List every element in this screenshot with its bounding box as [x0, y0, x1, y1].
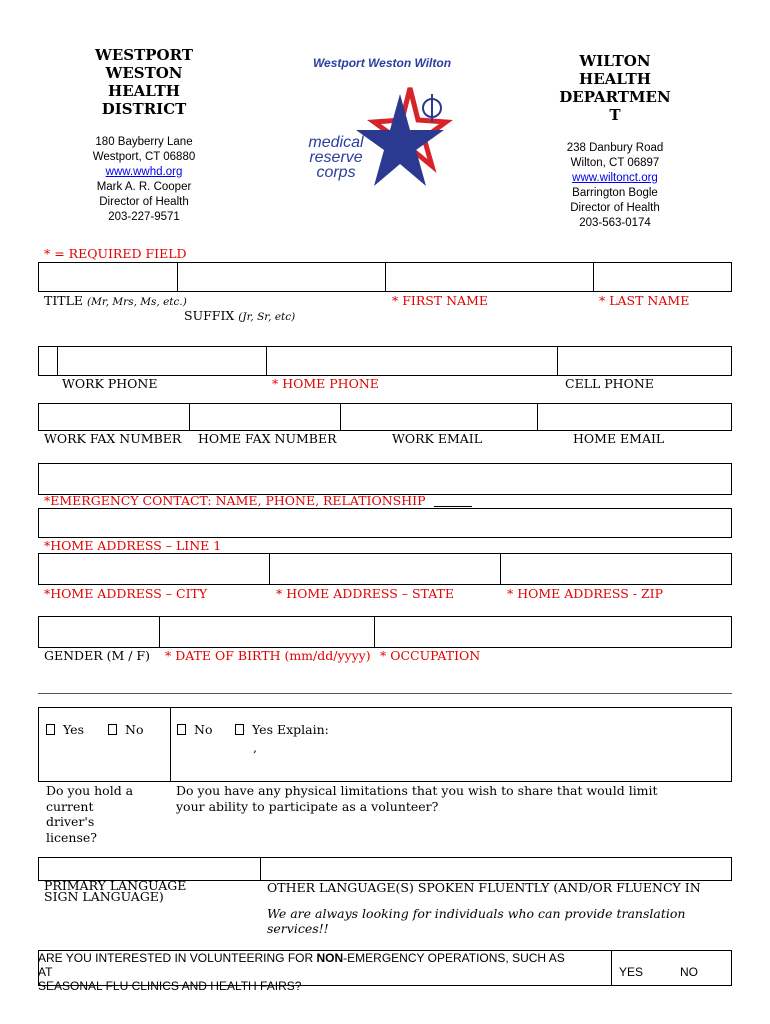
license-yes-checkbox[interactable] [46, 724, 55, 735]
right-address1: 238 Danbury Road [566, 142, 664, 154]
emergency-contact-input[interactable] [38, 463, 732, 495]
left-director-title: Director of Health [99, 196, 189, 208]
gender-label: GENDER (M / F) [44, 648, 150, 663]
home-fax-label: HOME FAX NUMBER [198, 431, 337, 446]
home-address-line1-label: *HOME ADDRESS – LINE 1 [44, 538, 222, 553]
other-languages-label: OTHER LANGUAGE(S) SPOKEN FLUENTLY (AND/OR FLUENCY IN [267, 880, 701, 895]
cell-phone-label: CELL PHONE [565, 376, 654, 391]
limits-yes-checkbox[interactable] [235, 724, 244, 735]
license-no-option[interactable]: No [108, 722, 143, 737]
logo-top-text: Westport Weston Wilton [312, 56, 452, 70]
right-org-info [538, 141, 692, 231]
primary-language-label: PRIMARY LANGUAGE SIGN LANGUAGE) [44, 878, 187, 904]
gender-input[interactable] [39, 617, 158, 647]
primary-language-input[interactable] [39, 858, 259, 880]
work-email-label: WORK EMAIL [392, 431, 483, 446]
left-org-info [60, 135, 228, 225]
first-name-input[interactable] [386, 263, 592, 291]
occupation-label: * OCCUPATION [380, 648, 481, 663]
left-address1: 180 Bayberry Lane [95, 136, 193, 148]
home-email-input[interactable] [538, 404, 731, 430]
left-director: Mark A. R. Cooper [96, 181, 192, 193]
home-email-label: HOME EMAIL [573, 431, 665, 446]
right-phone: 203-563-0174 [579, 217, 651, 229]
work-phone-label: WORK PHONE [62, 376, 158, 391]
license-limitations-box [38, 707, 732, 782]
comma-mark: , [253, 740, 257, 755]
home-fax-input[interactable] [190, 404, 339, 430]
occupation-input[interactable] [375, 617, 731, 647]
left-org-title: WESTPORT WESTON HEALTH DISTRICT [95, 46, 193, 118]
left-website-link[interactable]: www.wwhd.org [105, 166, 183, 178]
home-address-line1-input[interactable] [38, 508, 732, 538]
cell-phone-input[interactable] [558, 347, 731, 375]
license-no-checkbox[interactable] [108, 724, 117, 735]
interest-yes-option[interactable]: YES [619, 965, 644, 979]
work-phone-input[interactable] [58, 347, 265, 375]
limits-no-option[interactable]: No [177, 722, 212, 737]
work-email-input[interactable] [341, 404, 536, 430]
title-input[interactable] [39, 263, 176, 291]
dob-input[interactable] [160, 617, 373, 647]
home-zip-label: * HOME ADDRESS - ZIP [507, 586, 663, 601]
other-languages-input[interactable] [261, 858, 731, 880]
right-address2: Wilton, CT 06897 [570, 157, 660, 169]
limits-question: Do you have any physical limitations that you wish to share that would limit your ability to participate as a volunteer? [176, 783, 658, 814]
translation-note: We are always looking for individuals who can provide translation services!! [267, 906, 686, 936]
emergency-contact-label: *EMERGENCY CONTACT: NAME, PHONE, RELATIONSHIP [44, 493, 426, 508]
work-fax-label: WORK FAX NUMBER [44, 431, 182, 446]
star-icon [292, 50, 472, 200]
home-zip-input[interactable] [501, 554, 731, 584]
home-phone-input[interactable] [267, 347, 556, 375]
logo-line1: medical [308, 134, 364, 151]
right-director: Barrington Bogle [572, 187, 658, 199]
home-phone-label: * HOME PHONE [272, 376, 379, 391]
last-name-input[interactable] [594, 263, 731, 291]
license-yes-option[interactable]: Yes [46, 722, 84, 737]
right-website-link[interactable]: www.wiltonct.org [572, 172, 658, 184]
left-address2: Westport, CT 06880 [92, 151, 196, 163]
interest-no-option[interactable]: NO [680, 965, 698, 979]
title-label: TITLE (Mr, Mrs, Ms, etc.) [44, 293, 187, 308]
suffix-label: SUFFIX (Jr, Sr, etc) [184, 308, 296, 323]
home-city-label: *HOME ADDRESS – CITY [44, 586, 208, 601]
license-question: Do you hold a current driver's license? [46, 783, 134, 845]
logo-line3: corps [316, 164, 356, 181]
right-org-title: WILTON HEALTH DEPARTMEN T [559, 52, 671, 124]
home-city-input[interactable] [39, 554, 268, 584]
section-divider [38, 693, 732, 694]
required-note: * = REQUIRED FIELD [44, 246, 187, 261]
limits-no-checkbox[interactable] [177, 724, 186, 735]
home-state-label: * HOME ADDRESS – STATE [276, 586, 455, 601]
logo-line2: reserve [309, 149, 363, 166]
limits-explain-input[interactable] [330, 722, 728, 742]
last-name-label: * LAST NAME [599, 293, 690, 308]
interest-question: ARE YOU INTERESTED IN VOLUNTEERING FOR NON-EMERGENCY OPERATIONS, SUCH AS AT SEASONAL FLU CLINICS AND HEALTH FAIRS? [38, 951, 565, 993]
mrc-logo [292, 50, 472, 200]
work-fax-input[interactable] [39, 404, 188, 430]
right-director-title: Director of Health [570, 202, 660, 214]
left-phone: 203-227-9571 [108, 211, 180, 223]
limits-yes-option[interactable]: Yes Explain: [235, 722, 329, 737]
home-state-input[interactable] [270, 554, 499, 584]
dob-label: * DATE OF BIRTH (mm/dd/yyyy) [165, 648, 371, 663]
first-name-label: * FIRST NAME [392, 293, 489, 308]
suffix-input[interactable] [178, 263, 384, 291]
